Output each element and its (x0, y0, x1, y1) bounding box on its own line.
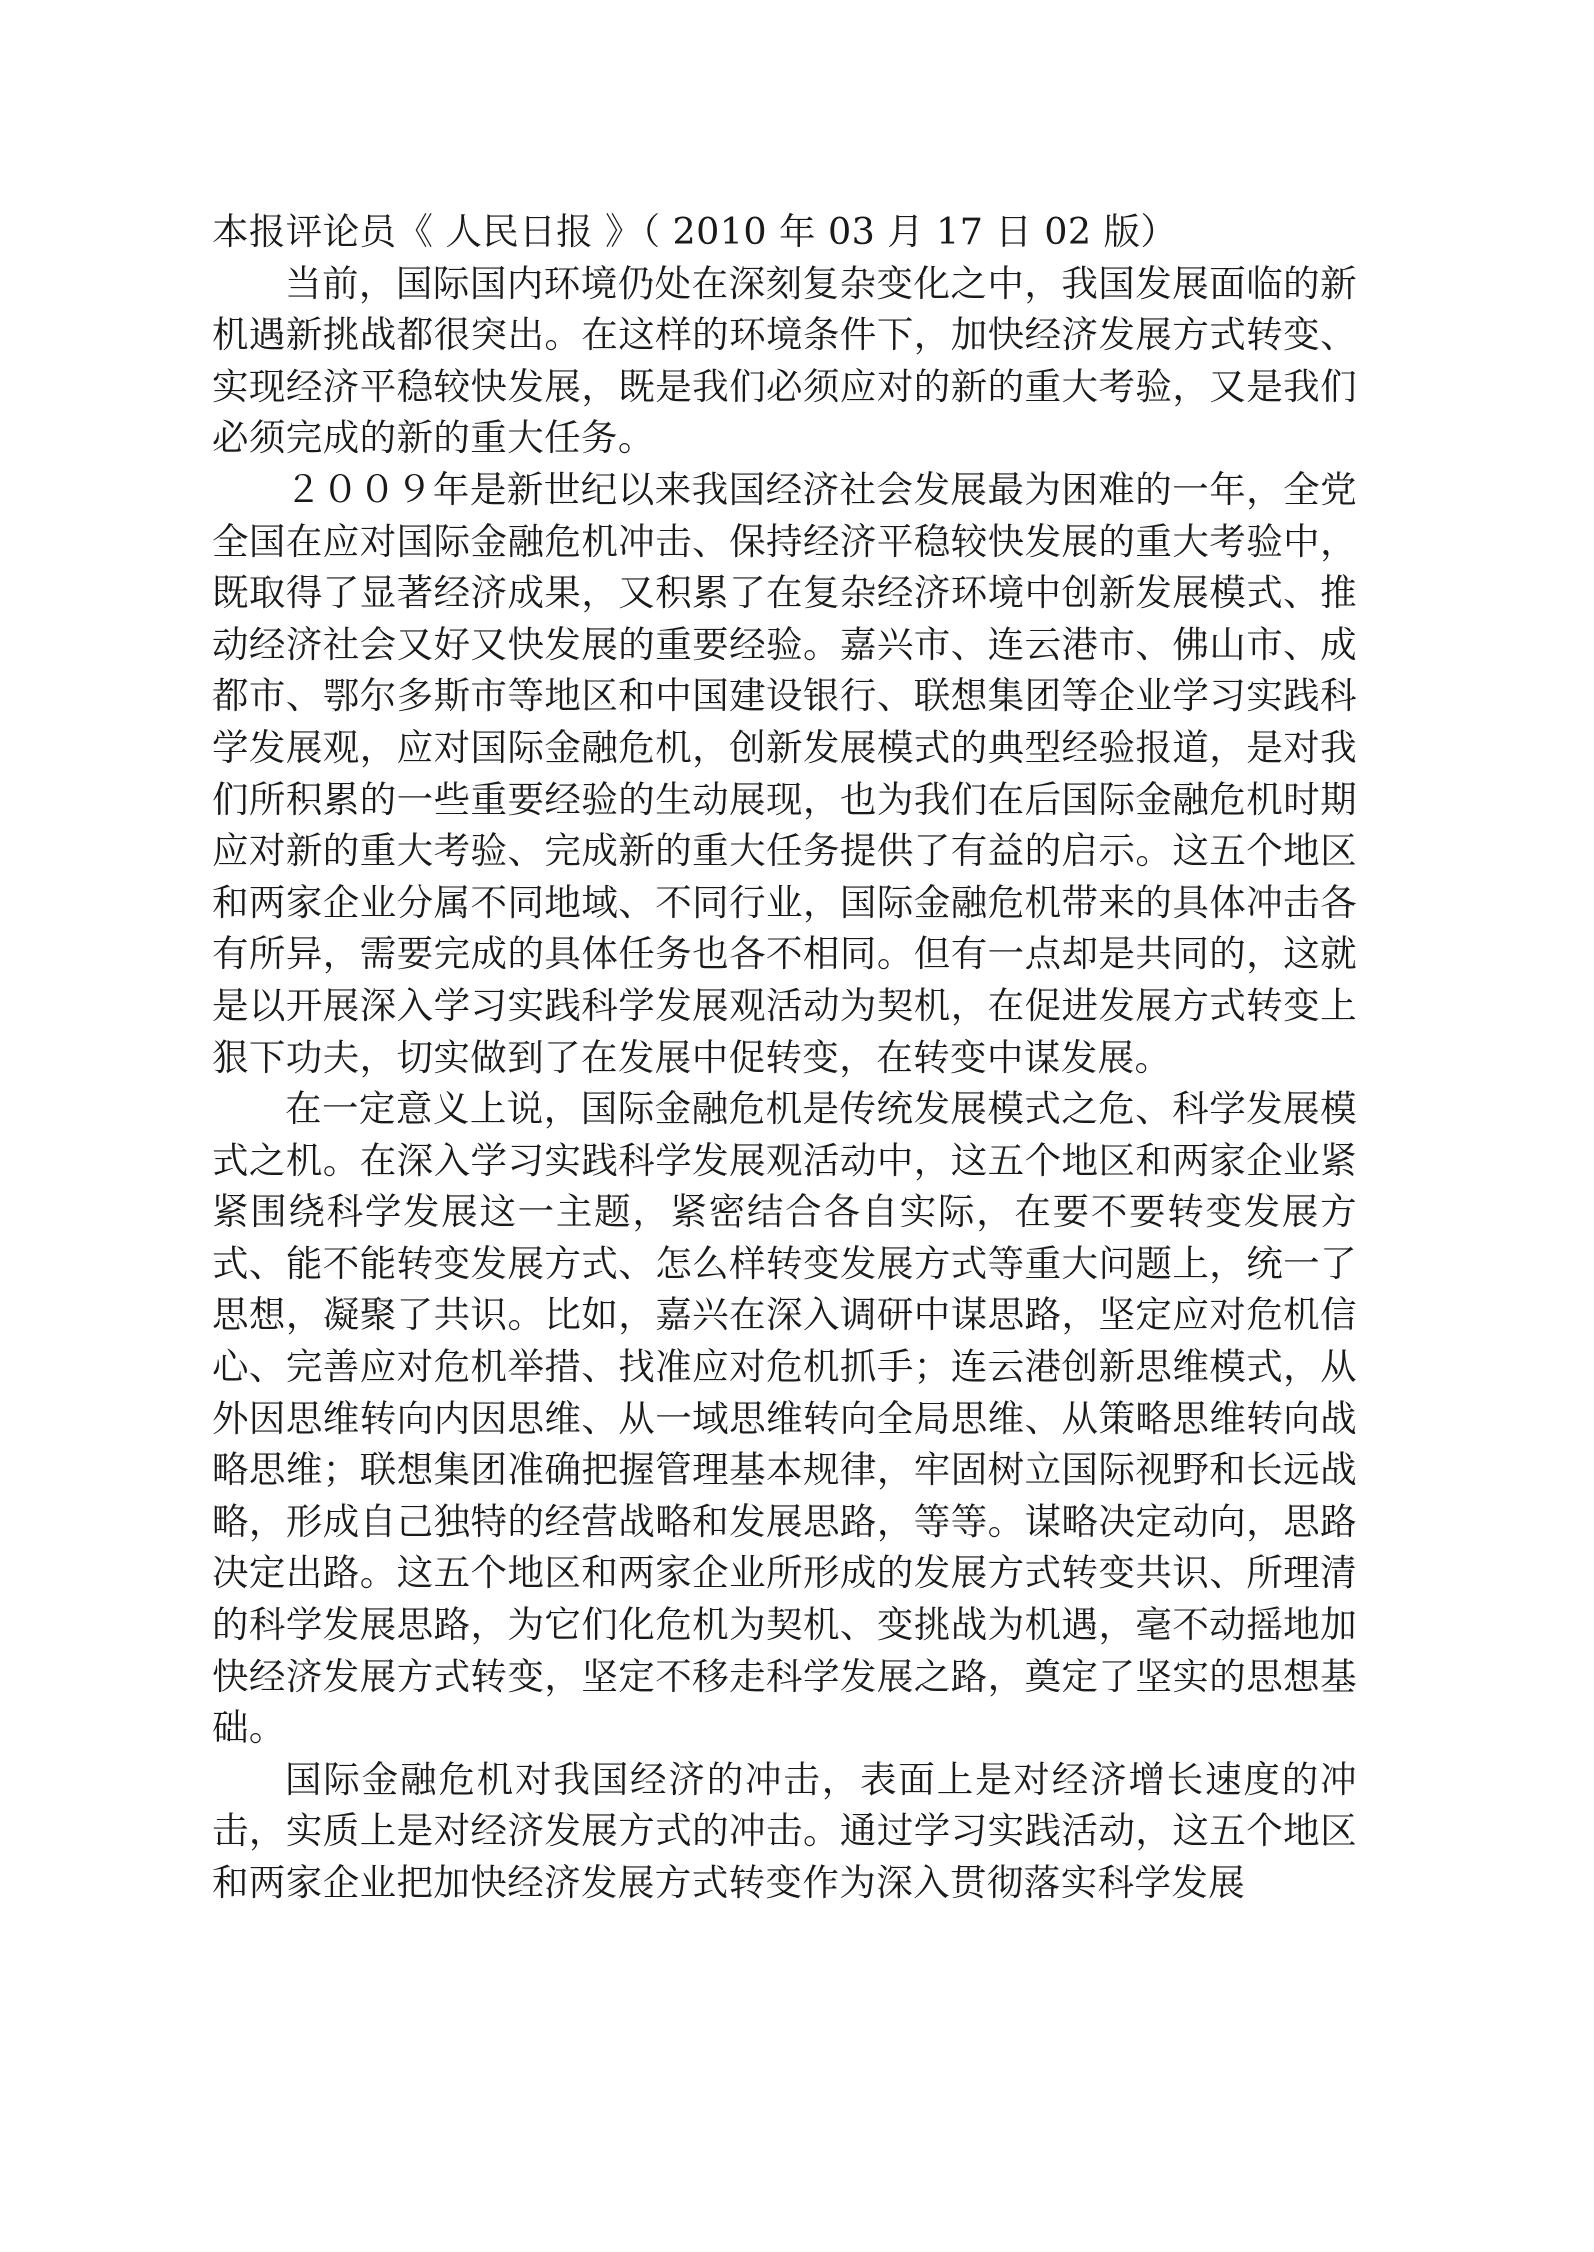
paragraph-2: ２００９年是新世纪以来我国经济社会发展最为困难的一年，全党全国在应对国际金融危机冲击、保持经济平稳较快发展的重大考验中，既取得了显著经济成果，又积累了在复杂经济环境中创新发展模式、推动经济社会又好又快发展的重要经验。嘉兴市、连云港市、佛山市、成都市、鄂尔多斯市等地区和中国建设银行、联想集团等企业学习实践科学发展观，应对国际金融危机，创新发展模式的典型经验报道，是对我们所积累的一些重要经验的生动展现，也为我们在后国际金融危机时期应对新的重大考验、完成新的重大任务提供了有益的启示。这五个地区和两家企业分属不同地域、不同行业，国际金融危机带来的具体冲击各有所异，需要完成的具体任务也各不相同。但有一点却是共同的，这就是以开展深入学习实践科学发展观活动为契机，在促进发展方式转变上狠下功夫，切实做到了在发展中促转变，在转变中谋发展。 (212, 467, 1357, 1079)
byline: 本报评论员《 人民日报 》（ 2010 年 03 月 17 日 02 版） (212, 210, 1178, 253)
paragraph-4: 国际金融危机对我国经济的冲击，表面上是对经济增长速度的冲击，实质上是对经济发展方式的冲击。通过学习实践活动，这五个地区和两家企业把加快经济发展方式转变作为深入贯彻落实科学发展 (212, 1757, 1357, 1904)
paragraph-3: 在一定意义上说，国际金融危机是传统发展模式之危、科学发展模式之机。在深入学习实践科学发展观活动中，这五个地区和两家企业紧紧围绕科学发展这一主题，紧密结合各自实际，在要不要转变发展方式、能不能转变发展方式、怎么样转变发展方式等重大问题上，统一了思想，凝聚了共识。比如，嘉兴在深入调研中谋思路，坚定应对危机信心、完善应对危机举措、找准应对危机抓手；连云港创新思维模式，从外因思维转向内因思维、从一域思维转向全局思维、从策略思维转向战略思维；联想集团准确把握管理基本规律，牢固树立国际视野和长远战略，形成自己独特的经营战略和发展思路，等等。谋略决定动向，思路决定出路。这五个地区和两家企业所形成的发展方式转变共识、所理清的科学发展思路，为它们化危机为契机、变挑战为机遇，毫不动摇地加快经济发展方式转变，坚定不移走科学发展之路，奠定了坚实的思想基础。 (212, 1087, 1357, 1750)
article-body (212, 206, 1357, 1909)
paragraph-1: 当前，国际国内环境仍处在深刻复杂变化之中，我国发展面临的新机遇新挑战都很突出。在这样的环境条件下，加快经济发展方式转变、实现经济平稳较快发展，既是我们必须应对的新的重大考验，又是我们必须完成的新的重大任务。 (212, 261, 1357, 460)
